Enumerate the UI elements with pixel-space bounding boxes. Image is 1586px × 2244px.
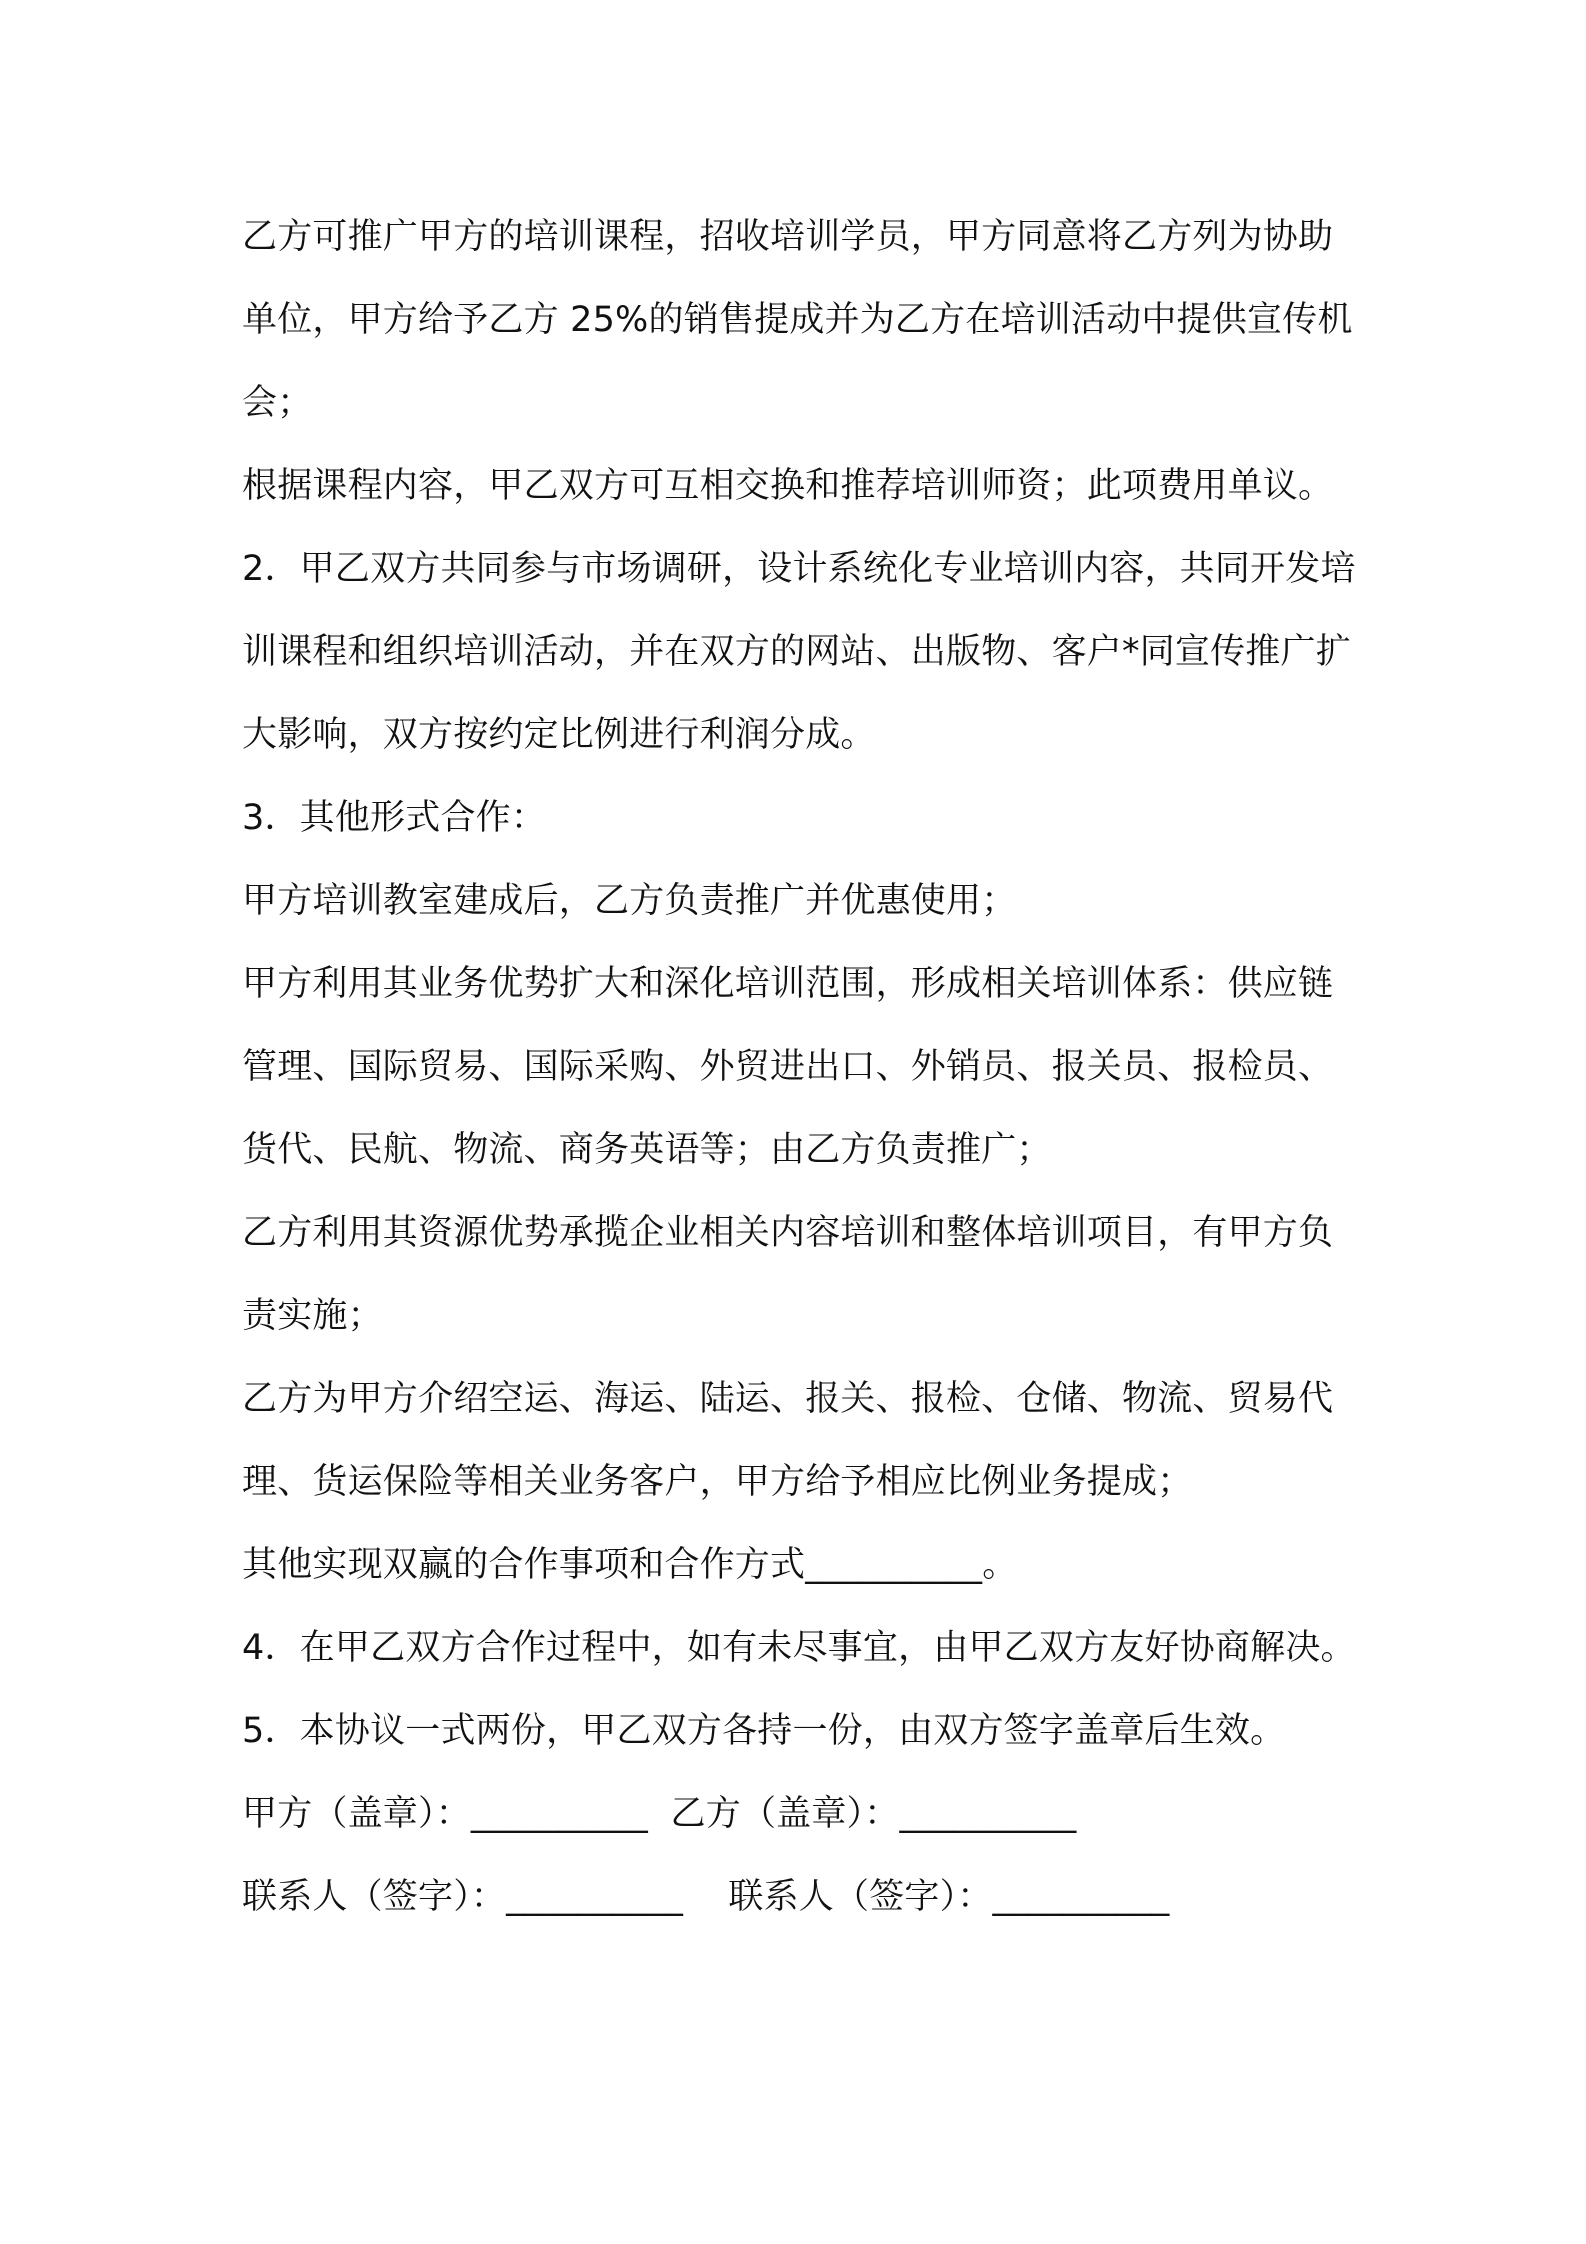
paragraph-training-system: 甲方利用其业务优势扩大和深化培训范围，形成相关培训体系：供应链管理、国际贸易、国际采购、外贸进出口、外销员、报关员、报检员、货代、民航、物流、商务英语等；由乙方负责推广； bbox=[242, 964, 1334, 1170]
signature-seal-row: 甲方（盖章）：__________ 乙方（盖章）：__________ bbox=[242, 1794, 1077, 1834]
paragraph-clause-5: 5．本协议一式两份，甲乙双方各持一份，由双方签字盖章后生效。 bbox=[242, 1711, 1286, 1751]
paragraph-promotion: 乙方可推广甲方的培训课程，招收培训学员，甲方同意将乙方列为协助单位，甲方给予乙方 25%的销售提成并为乙方在培训活动中提供宣传机会； bbox=[242, 217, 1353, 423]
paragraph-clause-3: 3．其他形式合作： bbox=[242, 798, 547, 838]
paragraph-other-cooperation: 其他实现双赢的合作事项和合作方式__________。 bbox=[242, 1545, 1018, 1585]
paragraph-clause-4: 4．在甲乙双方合作过程中，如有未尽事宜，由甲乙双方友好协商解决。 bbox=[242, 1628, 1356, 1668]
paragraph-trainer-exchange: 根据课程内容，甲乙双方可互相交换和推荐培训师资；此项费用单议。 bbox=[242, 466, 1334, 506]
document-body bbox=[242, 196, 1362, 1939]
paragraph-classroom: 甲方培训教室建成后，乙方负责推广并优惠使用； bbox=[242, 881, 1017, 921]
paragraph-clause-2: 2．甲乙双方共同参与市场调研，设计系统化专业培训内容，共同开发培训课程和组织培训活动，并在双方的网站、出版物、客户*同宣传推广扩大影响，双方按约定比例进行利润分成。 bbox=[242, 549, 1356, 755]
signature-contact-row: 联系人（签字）：__________ 联系人（签字）：__________ bbox=[242, 1877, 1170, 1917]
paragraph-customer-referral: 乙方为甲方介绍空运、海运、陆运、报关、报检、仓储、物流、贸易代理、货运保险等相关业务客户，甲方给予相应比例业务提成； bbox=[242, 1379, 1334, 1502]
paragraph-enterprise-training: 乙方利用其资源优势承揽企业相关内容培训和整体培训项目，有甲方负责实施； bbox=[242, 1213, 1334, 1336]
